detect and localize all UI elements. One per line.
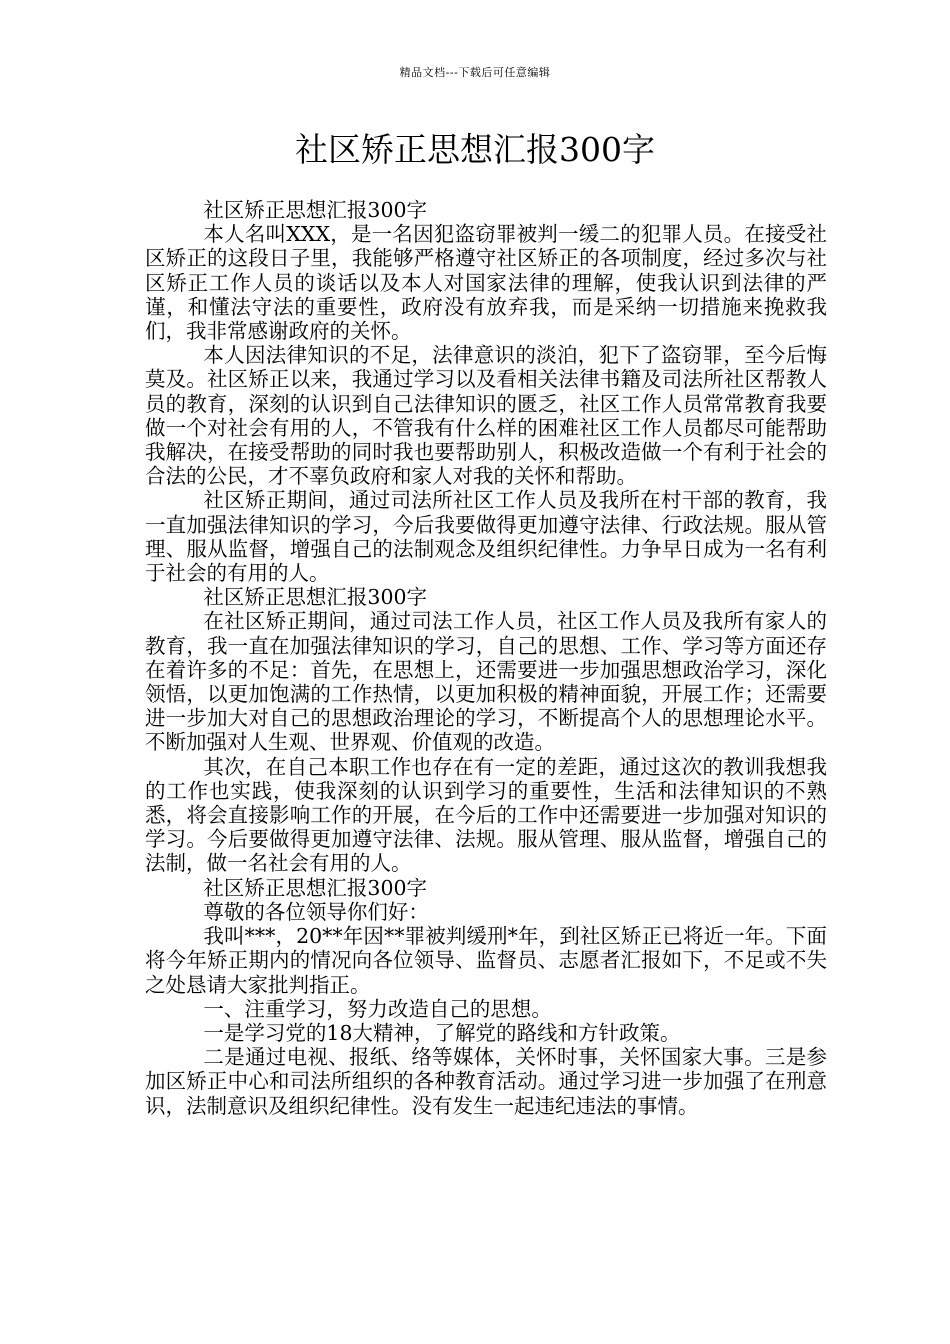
paragraph: 在社区矫正期间，通过司法工作人员，社区工作人员及我所有家人的教育，我一直在加强法律知识的学习，自己的思想、工作、学习等方面还存在着许多的不足：首先，在思想上，还需要进一步加强思想政治学习，深化领悟，以更加饱满的工作热情，以更加积极的精神面貌，开展工作；还需要进一步加大对自己的思想政治理论的学习，不断提高个人的思想理论水平。不断加强对人生观、世界观、价值观的改造。 [145, 609, 827, 755]
paragraph: 本人因法律知识的不足，法律意识的淡泊，犯下了盗窃罪，至今后悔莫及。社区矫正以来，我通过学习以及看相关法律书籍及司法所社区帮教人员的教育，深刻的认识到自己法律知识的匮乏，社区工作人员常常教育我要做一个对社会有用的人，不管我有什么样的困难社区工作人员都尽可能帮助我解决，在接受帮助的同时我也要帮助别人，积极改造做一个有利于社会的合法的公民，才不辜负政府和家人对我的关怀和帮助。 [145, 343, 827, 489]
paragraph: 尊敬的各位领导你们好： [203, 899, 429, 924]
paragraph: 本人名叫XXX，是一名因犯盗窃罪被判一缓二的犯罪人员。在接受社区矫正的这段日子里，我能够严格遵守社区矫正的各项制度，经过多次与社区矫正工作人员的谈话以及本人对国家法律的理解，使我认识到法律的严谨，和懂法守法的重要性，政府没有放弃我，而是采纳一切措施来挽救我们，我非常感谢政府的关怀。 [145, 222, 827, 344]
paragraph: 一是学习党的18大精神，了解党的路线和方针政策。 [203, 1020, 681, 1045]
document-title: 社区矫正思想汇报300字 [295, 130, 655, 169]
paragraph: 一、注重学习，努力改造自己的思想。 [203, 996, 552, 1021]
paragraph: 社区矫正思想汇报300字 [203, 875, 428, 900]
header-note: 精品文档---下载后可任意编辑 [399, 66, 551, 79]
paragraph: 其次，在自己本职工作也存在有一定的差距，通过这次的教训我想我的工作也实践，使我深刻的认识到学习的重要性，生活和法律知识的不熟悉，将会直接影响工作的开展，在今后的工作中还需要进一步加强对知识的学习。今后要做得更加遵守法律、法规。服从管理、服从监督，增强自己的法制，做一名社会有用的人。 [145, 754, 827, 876]
paragraph: 社区矫正思想汇报300字 [203, 585, 428, 610]
document-body [145, 198, 827, 1118]
paragraph: 社区矫正期间，通过司法所社区工作人员及我所在村干部的教育，我一直加强法律知识的学习，今后我要做得更加遵守法律、行政法规。服从管理、服从监督，增强自己的法制观念及组织纪律性。力争早日成为一名有利于社会的有用的人。 [145, 488, 827, 586]
paragraph: 我叫***，20**年因**罪被判缓刑*年，到社区矫正已将近一年。下面将今年矫正期内的情况向各位领导、监督员、志愿者汇报如下，不足或不失之处恳请大家批判指正。 [145, 924, 827, 997]
paragraph: 二是通过电视、报纸、络等媒体，关怀时事，关怀国家大事。三是参加区矫正中心和司法所组织的各种教育活动。通过学习进一步加强了在刑意识，法制意识及组织纪律性。没有发生一起违纪违法的事情。 [145, 1045, 827, 1118]
paragraph: 社区矫正思想汇报300字 [203, 198, 428, 222]
